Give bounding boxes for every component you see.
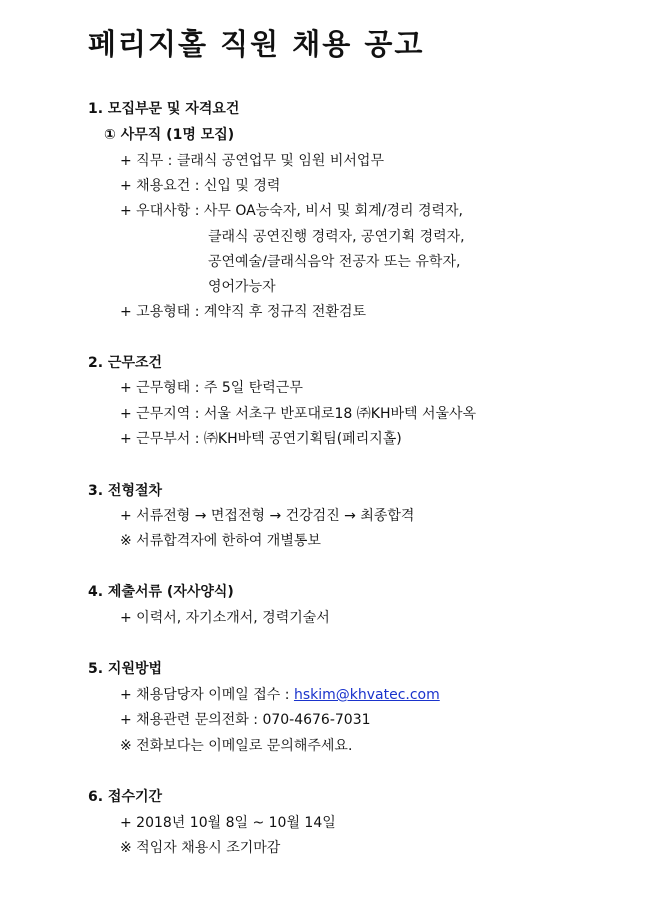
list-item-email: [120, 684, 440, 704]
list-item: + 근무형태 : 주 5일 탄력근무: [120, 380, 303, 396]
list-item: + 근무부서 : ㈜KH바텍 공연기획팀(페리지홀): [120, 431, 402, 447]
section-heading-documents: 4. 제출서류 (자사양식): [88, 584, 234, 600]
list-item: + 서류전형 → 면접전형 → 건강검진 → 최종합격: [120, 508, 415, 524]
list-item: + 채용관련 문의전화 : 070-4676-7031: [120, 712, 371, 728]
section-heading-conditions: 2. 근무조건: [88, 355, 163, 371]
list-item: + 2018년 10월 8일 ~ 10월 14일: [120, 815, 336, 831]
list-item: + 근무지역 : 서울 서초구 반포대로18 ㈜KH바텍 서울사옥: [120, 406, 477, 422]
section-heading-apply: 5. 지원방법: [88, 661, 163, 677]
section-heading-period: 6. 접수기간: [88, 789, 163, 805]
list-item: + 이력서, 자기소개서, 경력기술서: [120, 610, 330, 626]
list-item-continuation: 공연예술/클래식음악 전공자 또는 유학자,: [208, 254, 461, 270]
list-item-note: ※ 전화보다는 이메일로 문의해주세요.: [120, 738, 353, 754]
list-item: + 채용요건 : 신입 및 경력: [120, 178, 281, 194]
list-item: + 고용형태 : 계약직 후 정규직 전환검토: [120, 304, 367, 320]
section-heading-recruitment: 1. 모집부문 및 자격요건: [88, 101, 240, 117]
page-title: 페리지홀 직원 채용 공고: [88, 27, 425, 61]
list-item: + 직무 : 클래식 공연업무 및 임원 비서업무: [120, 153, 384, 169]
list-item-continuation: 클래식 공연진행 경력자, 공연기획 경력자,: [208, 229, 465, 245]
email-link[interactable]: hskim@khvatec.com: [293, 687, 440, 703]
subsection-office-job: ① 사무직 (1명 모집): [104, 127, 235, 143]
list-item-note: ※ 서류합격자에 한하여 개별통보: [120, 533, 321, 549]
email-label: + 채용담당자 이메일 접수 :: [120, 687, 294, 703]
section-heading-process: 3. 전형절차: [88, 483, 163, 499]
list-item: + 우대사항 : 사무 OA능숙자, 비서 및 회계/경리 경력자,: [120, 203, 463, 219]
list-item-continuation: 영어가능자: [208, 279, 276, 295]
list-item-note: ※ 적임자 채용시 조기마감: [120, 840, 281, 856]
